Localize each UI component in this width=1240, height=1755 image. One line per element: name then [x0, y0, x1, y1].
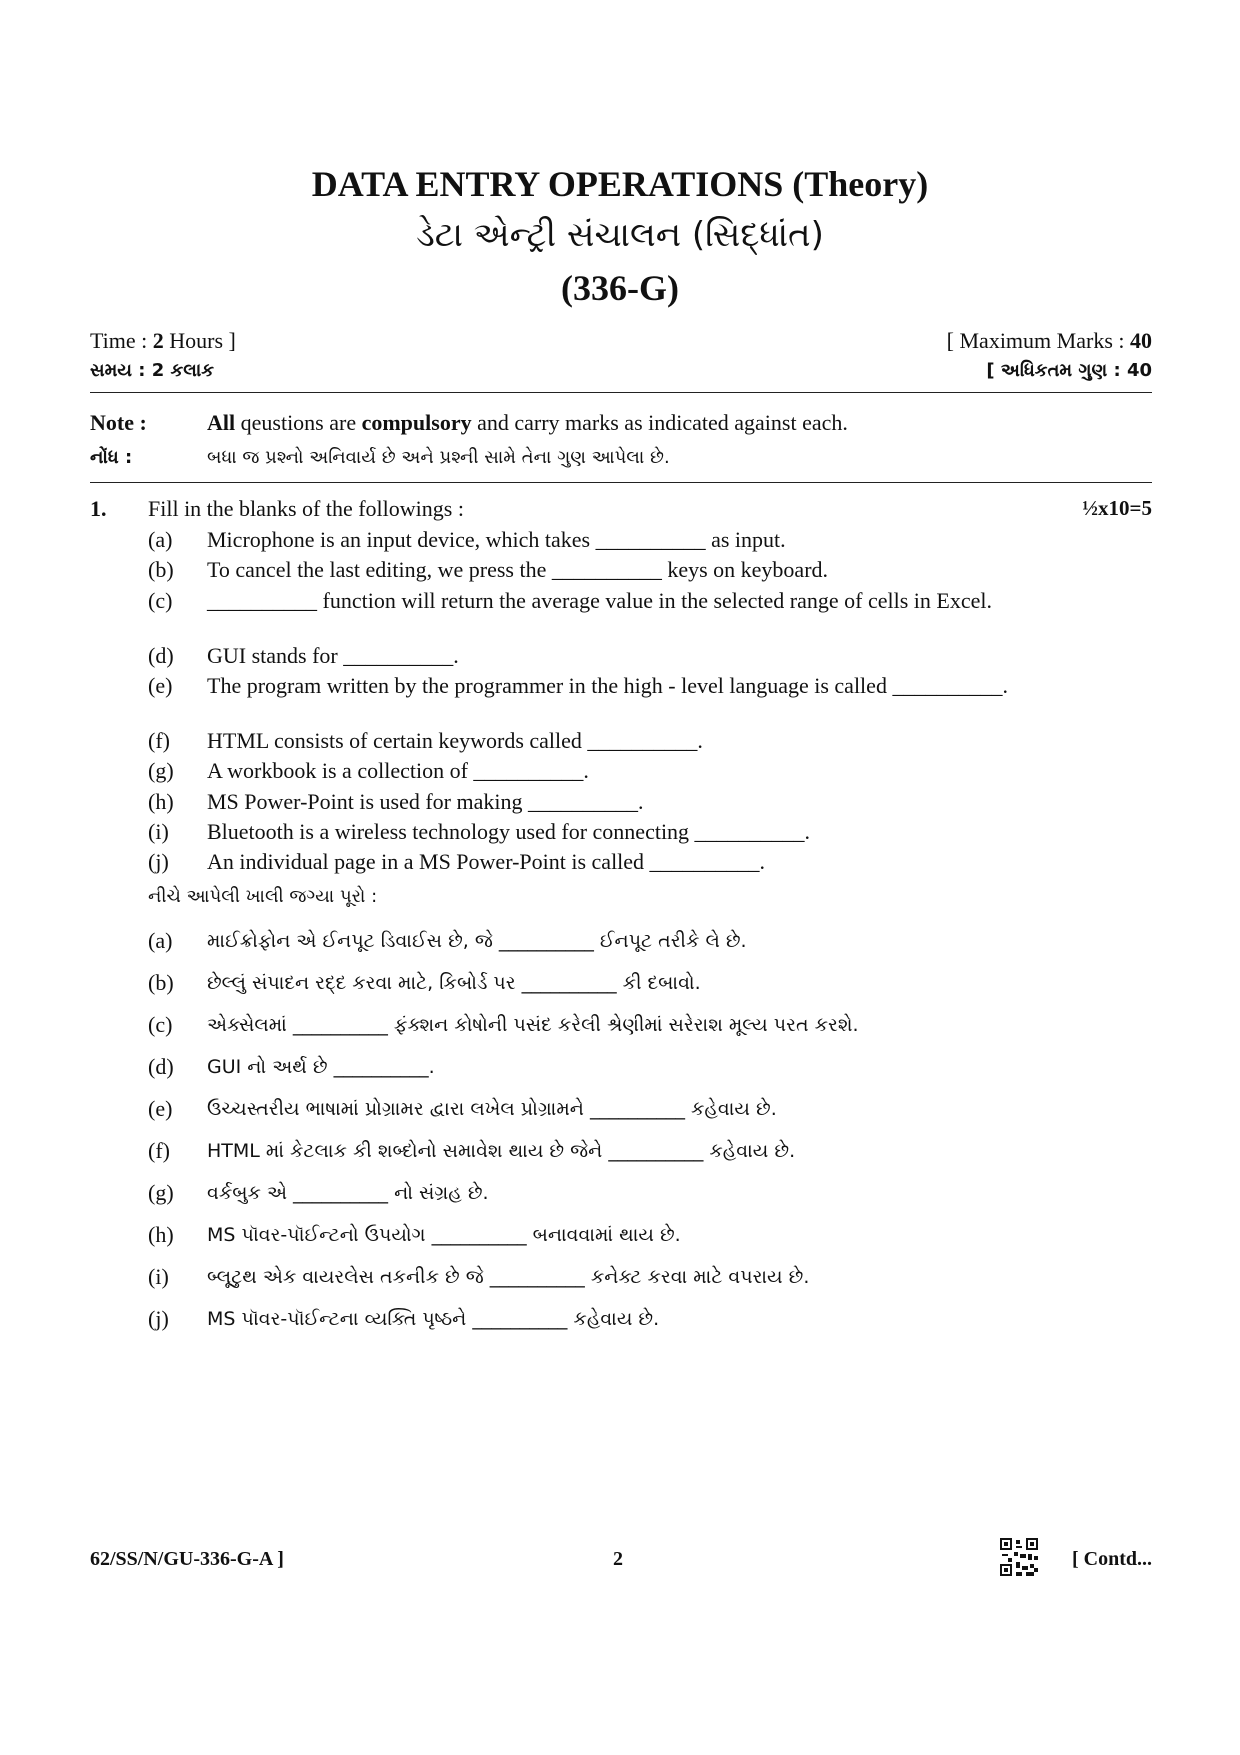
max-marks-label: [ Maximum Marks : 40 — [946, 328, 1152, 353]
note-text-gujarati: બધા જ પ્રશ્નો અનિવાર્ય છે અને પ્રશ્ની સામે તેના ગુણ આપેલા છે. — [207, 447, 670, 468]
divider — [90, 392, 1152, 393]
title-gujarati: ડેટા એન્ટ્રી સંચાલન (સિદ્ધાંત) — [416, 215, 824, 255]
title-block — [0, 160, 1240, 314]
question-heading: Fill in the blanks of the followings : — [148, 496, 464, 521]
subject-code: (336-G) — [561, 268, 679, 308]
exam-page: DATA ENTRY OPERATIONS (Theory) ડેટા એન્ટ્રી સંચાલન (સિદ્ધાંત) (336-G) Time : 2 Hours ] [ Maximum Marks : 40 સમય : 2 કલાક [ અધિકતમ ગુણ : 40 Note : All qeustions are compulsory and carry marks as indicated against each. નોંધ : બધા જ પ્રશ્નો અનિવાર્ય છે અને પ્રશ્ની સામે તેના ગુણ આપેલા છે. 1. Fill in the blanks of the followings : ½x10=5 (a) Microphone is an input device, which takes __________ as input. (b) To cancel the last editing, we press the __________ keys on keyboard. (c) __________ function will return the average value in the selected range of cells in Excel. (d) GUI stands for __________. (e) The program written by the programmer in the high - level language is called __________. (f) HTML consists of certain keywords called __________. (g) A workbook is a collection of __________. (h) MS Power-Point is used for making __________. (i) Bluetooth is a wireless technology used for connecting __________. (j) An individual page in a MS Power-Point is called __________. નીચે આપેલી ખાલી જગ્યા પૂરો : (a) માઈક્રોફોન એ ઈનપૂટ ડિવાઈસ છે, જે __________ ઈનપૂટ તરીકે લે છે. (b) છેલ્લું સંપાદન રદ્દ કરવા માટે, કિબોર્ડ પર __________ કી દબાવો. (c) એક્સેલમાં __________ ફંક્શન કોષોની પસંદ કરેલી શ્રેણીમાં સરેરાશ મૂલ્ય પરત કરશે. (d) GUI નો અર્થ છે __________. (e) ઉચ્ચસ્તરીય ભાષામાં પ્રોગ્રામર દ્વારા લખેલ પ્રોગ્રામને __________ કહેવાય છે. (f) HTML માં કેટલાક કી શબ્દોનો સમાવેશ થાય છે જેને __________ કહેવાય છે. (g) વર્કબુક એ __________ નો સંગ્રહ છે. (h) MS પૉવર-પૉઈન્ટનો ઉપયોગ __________ બનાવવામાં થાય છે. (i) બ્લૂટુથ એક વાયરલેસ તકનીક છે જે __________ કનેક્ટ કરવા માટે વપરાય છે. (j) MS પૉવર-પૉઈન્ટના વ્યક્તિ પૃષ્ઠને __________ કહેવાય છે. 62/SS/N/GU-336-G-A ] 2 [ Contd... — [0, 0, 1240, 1755]
time-label: Time : 2 Hours ] — [90, 328, 236, 353]
continued-label: [ Contd... — [1071, 1548, 1152, 1570]
divider — [90, 482, 1152, 483]
question-marks: ½x10=5 — [1082, 496, 1152, 520]
page-number: 2 — [613, 1548, 623, 1570]
note-label-gujarati: નોંધ : — [90, 447, 133, 468]
qr-code-icon — [1000, 1538, 1038, 1576]
question-number: 1. — [90, 496, 107, 521]
title-english: DATA ENTRY OPERATIONS (Theory) — [311, 164, 929, 204]
question-heading-gujarati: નીચે આપેલી ખાલી જગ્યા પૂરો : — [148, 886, 378, 907]
max-marks-label-gujarati: [ અધિકતમ ગુણ : 40 — [986, 360, 1152, 381]
note-label: Note : — [90, 410, 147, 435]
time-label-gujarati: સમય : 2 કલાક — [90, 360, 214, 381]
note-text: All qeustions are compulsory and carry marks as indicated against each. — [207, 410, 848, 435]
paper-code: 62/SS/N/GU-336-G-A ] — [90, 1548, 284, 1570]
